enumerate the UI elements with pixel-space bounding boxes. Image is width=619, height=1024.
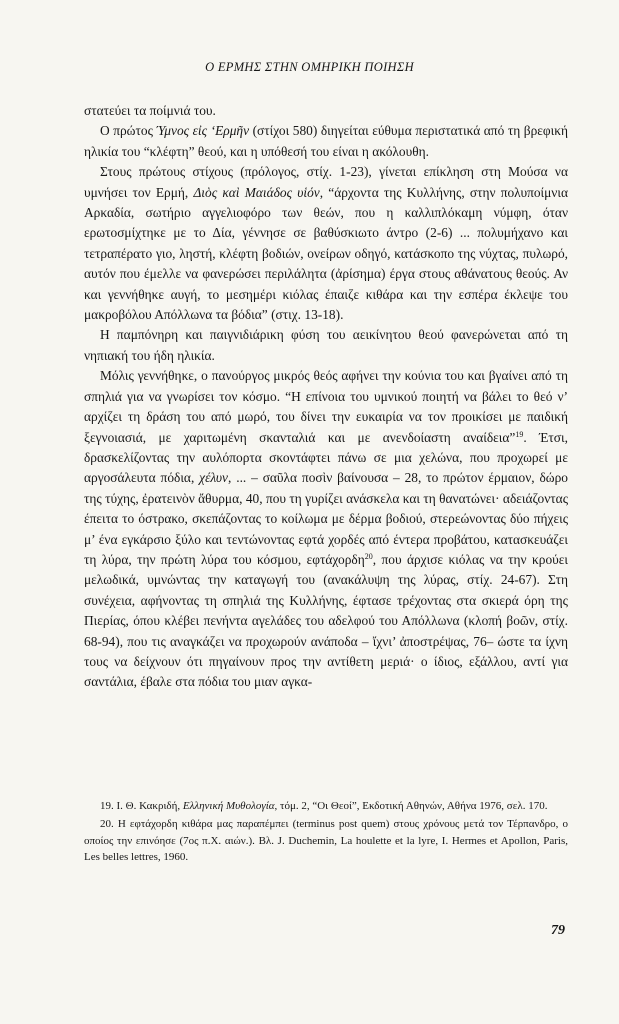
- footnote-marker: 19: [515, 429, 524, 439]
- paragraph: [84, 121, 568, 162]
- italic-run: Διὸς καὶ Μαιάδος υἱόν: [193, 184, 320, 200]
- body-text: [84, 101, 568, 693]
- italic-run: Ύμνος εἰς ‘Ερμῆν: [156, 123, 250, 139]
- paragraph: [84, 366, 568, 693]
- text-run: Στους πρώτους στίχους (πρόλογος, στίχ. 1-23), γίνεται επίκληση στη Μούσα να υμνήσει τον Ερμή,: [84, 164, 568, 200]
- footnotes: [84, 798, 568, 868]
- running-head: Ο ΕΡΜΗΣ ΣΤΗΝ ΟΜΗΡΙΚΗ ΠΟΙΗΣΗ: [205, 60, 414, 74]
- paragraph: [84, 325, 568, 366]
- footnote: [84, 798, 568, 814]
- text-run: , “άρχοντα της Κυλλήνης, στην πολυποίμνια Αρκαδία, σωτήριο αγγελιοφόρο των θεών, που η καλλιπλόκαμη νύμφη, όταν ερωτοσμίχτηκε με το Δία, γέννησε σε βαθύσκιωτο άντρο (2-6) ... πολυμήχανο και τετραπέρατο γιο, ληστή, κλέφτη βοδιών, ονείρων οδηγό, κατάσκοπο της νύχτας, πυλωρό, αυτόν που έμελλε να φανερώσει περιλάλητα (ἀρίσημα) έργα στους αθάνατους θεούς. Αν και γεννήθηκε αυγή, το μεσημέρι κιόλας έπαιζε κιθάρα και την εσπέρα έκλεψε του μακροβόλου Απόλλωνα τα βόδια” (στιχ. 13-18).: [84, 184, 568, 323]
- text-run: , ... – σαῦλα ποσὶν βαίνουσα – 28, το πρώτον έρμαιον, δώρο της τύχης, ἐρατεινὸν ἄθυρμα, 40, που τη γυρίζει ανάσκελα και τη θανατώνει· αδειάζοντας έπειτα το όστρακο, σκεπάζοντας το κοίλωμα με δέρμα βοδιού, στερεώνοντας δύο πήχεις μ’ ένα εγκάρσιο ξύλο και τεντώνοντας εφτά χορδές από έντερα προβάτου, κατασκευάζει τη λύρα, την πρώτη λύρα του κόσμου, εφτάχορδη: [84, 470, 568, 567]
- text-run: Ο πρώτος: [100, 123, 157, 139]
- text-run: 20. Η εφτάχορδη κιθάρα μας παραπέμπει (terminus post quem) στους χρόνους μετά τον Τέρπανδρο, ο οποίος την επινόησε (7ος π.Χ. αιών.). Βλ. J. Duchemin, La houlette et la lyre, I. Hermes et Apollon, Paris, Les belles lettres, 1960.: [84, 818, 568, 864]
- paragraph: [84, 101, 568, 121]
- paragraph: [84, 162, 568, 325]
- footnote: [84, 816, 568, 865]
- page-number: 79: [551, 923, 565, 938]
- footnote-marker: 20: [364, 551, 373, 561]
- text-run: στατεύει τα ποίμνιά του.: [84, 103, 216, 118]
- text-run: 19. Ι. Θ. Κακριδή,: [100, 800, 183, 812]
- italic-run: χέλυν: [199, 470, 228, 486]
- text-run: (στίχοι 580) διηγείται εύθυμα περιστατικά από τη βρεφική ηλικία του “κλέφτη” θεού, και η υπόθεσή του είναι η ακόλουθη.: [84, 123, 568, 159]
- text-run: . Έτσι, δρασκελίζοντας την αυλόπορτα σκοντάφτει πάνω σε μια χελώνα, που προχωρεί με αργοσάλευτα πόδια,: [84, 429, 568, 486]
- text-run: , τόμ. 2, “Οι Θεοί”, Εκδοτική Αθηνών, Αθήνα 1976, σελ. 170.: [274, 800, 548, 812]
- text-run: Η παμπόνηρη και παιγνιδιάρικη φύση του αεικίνητου θεού φανερώνεται από τη νηπιακή του ήδη ηλικία.: [84, 327, 568, 363]
- text-run: Μόλις γεννήθηκε, ο πανούργος μικρός θεός αφήνει την κούνια του και βγαίνει από τη σπηλιά για να γνωρίσει τον κόσμο. “Η επίνοια του υμνικού ποιητή να βάλει το θεό ν’ αρχίζει τη δράση του από μωρό, του δίνει την ευκαιρία να τον προικίσει με παιδική ξεγνοιασιά, με χαριτωμένη σκανταλιά και με ανενδοίαστη αναίδεια”: [84, 368, 568, 445]
- italic-run: Ελληνική Μυθολογία: [182, 800, 275, 812]
- text-run: , που άρχισε κιόλας να την κρούει μελωδικά, υμνώντας την καταγωγή του (ανακάλυψη της λύρας, στίχ. 24-67). Στη συνέχεια, αφήνοντας τη σπηλιά της Κυλλήνης, έφτασε τρέχοντας στα σκιερά όρη της Πιερίας, όπου κλέβει πενήντα αγελάδες του αδελφού του Απόλλωνα (κλοπή βοῶν, στίχ. 68-94), που τις αναγκάζει να προχωρούν ανάποδα – ἴχνι’ ἀποστρέψας, 76– ώστε τα ίχνη τους να δείχνουν ότι πηγαίνουν προς την αντίθετη μεριά· ο ίδιος, εξάλλου, αντί για σαντάλια, έβαλε στα πόδια του μιαν αγκα-: [84, 551, 568, 690]
